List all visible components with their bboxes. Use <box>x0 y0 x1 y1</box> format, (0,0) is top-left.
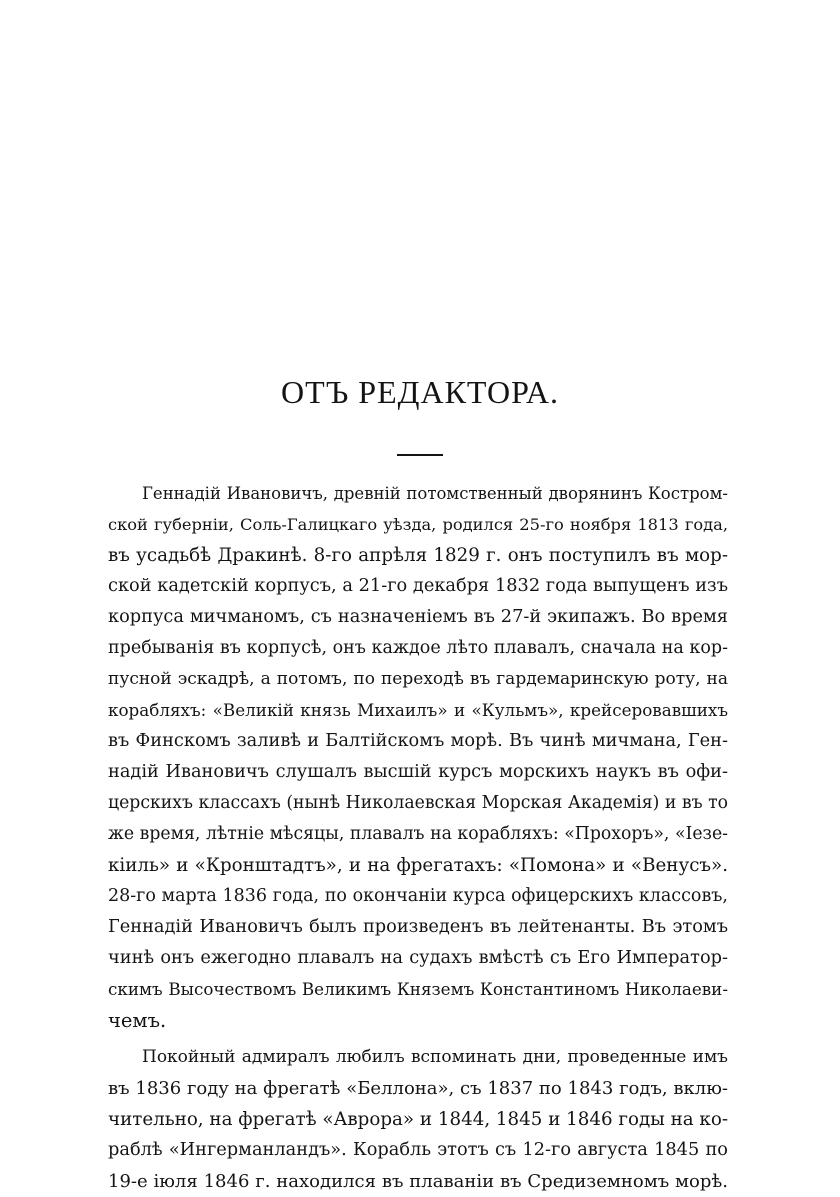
text-line: же время, лѣтніе мѣсяцы, плавалъ на корабляхъ: «Прохоръ», «Іезе- <box>108 824 728 844</box>
text-line: Геннадій Ивановичъ былъ произведенъ въ лейтенанты. Въ этомъ <box>108 917 728 937</box>
body-text <box>108 478 728 1197</box>
text-line: ской кадетскій корпусъ, а 21-го декабря 1832 года выпущенъ изъ <box>108 576 728 596</box>
text-line: корпуса мичманомъ, съ назначеніемъ въ 27-й экипажъ. Во время <box>108 607 728 627</box>
text-line: пребыванія въ корпусѣ, онъ каждое лѣто плавалъ, сначала на кор- <box>108 638 728 658</box>
text-line: въ усадьбѣ Дракинѣ. 8-го апрѣля 1829 г. онъ поступилъ въ мор- <box>108 545 728 566</box>
text-line: чемъ. <box>108 1009 167 1032</box>
text-line: 28-го марта 1836 года, по окончаніи курса офицерскихъ классовъ, <box>108 886 728 906</box>
text-line: корабляхъ: «Великій князь Михаилъ» и «Кульмъ», крейсеровавшихъ <box>108 700 728 720</box>
text-line: раблѣ «Ингерманландъ». Корабль этотъ съ 12-го августа 1845 по <box>108 1140 728 1160</box>
text-line: ской губерніи, Соль-Галицкаго уѣзда, родился 25-го ноября 1813 года, <box>108 515 728 534</box>
paragraph-1 <box>108 478 728 1036</box>
title-divider <box>397 454 443 456</box>
text-line: церскихъ классахъ (нынѣ Николаевская Морская Академія) и въ то <box>108 793 728 813</box>
text-line: скимъ Высочествомъ Великимъ Княземъ Константиномъ Николаеви- <box>108 979 728 999</box>
text-line: въ Финскомъ заливѣ и Балтійскомъ морѣ. Въ чинѣ мичмана, Ген- <box>108 731 728 751</box>
text-line: чинѣ онъ ежегодно плавалъ на судахъ вмѣстѣ съ Его Император- <box>108 948 728 968</box>
section-title: ОТЪ РЕДАКТОРА. <box>281 374 559 410</box>
text-line: чительно, на фрегатѣ «Аврора» и 1844, 1845 и 1846 годы на ко- <box>108 1109 728 1130</box>
text-line: Покойный адмиралъ любилъ вспоминать дни, проведенные имъ <box>142 1047 728 1067</box>
paragraph-2 <box>108 1042 728 1197</box>
text-line: пусной эскадрѣ, а потомъ, по переходѣ въ гардемаринскую роту, на <box>108 669 728 689</box>
text-line: въ 1836 году на фрегатѣ «Беллона», съ 1837 по 1843 годъ, вклю- <box>108 1078 728 1099</box>
text-line: 19-е іюля 1846 г. находился въ плаваніи въ Средиземномъ морѣ. <box>108 1171 728 1192</box>
text-line: кіиль» и «Кронштадтъ», и на фрегатахъ: «Помона» и «Венусъ». <box>108 855 728 876</box>
text-line: Геннадій Ивановичъ, древній потомственный дворянинъ Костром- <box>142 484 728 503</box>
text-line: надій Ивановичъ слушалъ высшій курсъ морскихъ наукъ въ офи- <box>108 762 728 782</box>
